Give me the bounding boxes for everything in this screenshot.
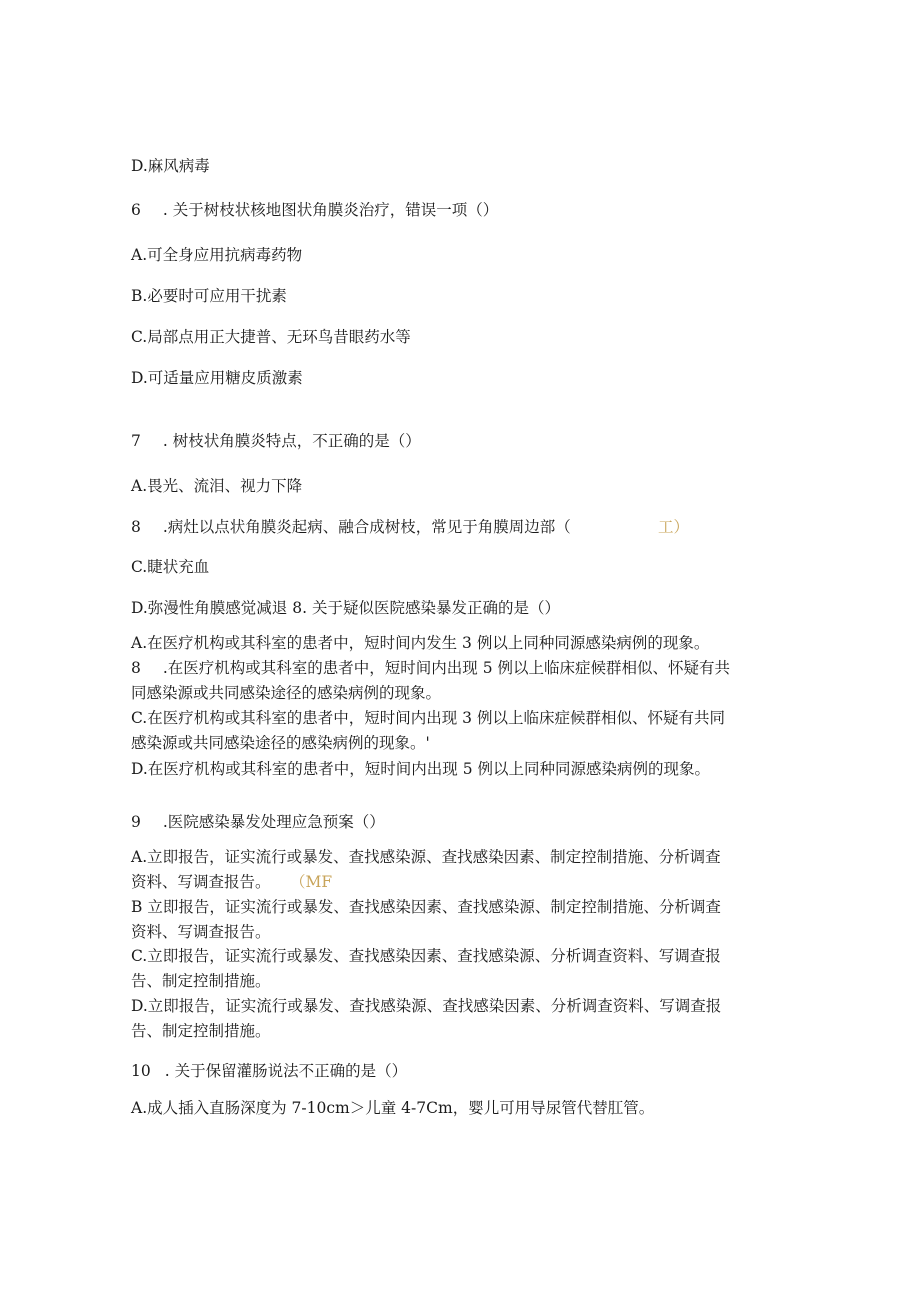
q8b-option-b-cont: 同感染源或共同感染途径的感染病例的现象。 <box>131 684 442 702</box>
q9-option-c: C.立即报告，证实流行或暴发、查找感染因素、查找感染源、分析调查资料、写调查报 <box>131 947 721 965</box>
scan-artifact-tick: ' <box>425 734 430 752</box>
question-number: 7 <box>131 432 141 450</box>
q9-option-a: A.立即报告，证实流行或暴发、查找感染源、查找感染因素、制定控制措施、分析调查 <box>131 848 721 866</box>
q8b-option-c: C.在医疗机构或其科室的患者中，短时间内出现 3 例以上临床症候群相似、怀疑有共同 <box>131 709 725 727</box>
q7-stem: 7 . 树枝状角膜炎特点，不正确的是（） <box>131 432 421 450</box>
q8b-option-b: 8 .在医疗机构或其科室的患者中，短时间内出现 5 例以上临床症候群相似、怀疑有共 <box>131 659 731 677</box>
q6-option-a: A.可全身应用抗病毒药物 <box>131 246 303 264</box>
scan-artifact-mark: 工） <box>658 518 690 536</box>
q9-option-a-cont: 资料、写调查报告。 <box>131 873 271 891</box>
q10-option-a: A.成人插入直肠深度为 7-10cm＞儿童 4-7Cm，婴儿可用导尿管代替肛管。 <box>131 1099 655 1117</box>
question-number: 10 <box>131 1062 151 1080</box>
q9-stem: 9 .医院感染暴发处理应急预案（） <box>131 813 385 831</box>
question-number: 6 <box>131 201 141 219</box>
q5-option-d: D.麻风病毒 <box>131 157 210 175</box>
q6-option-c: C.局部点用正大捷普、无环鸟昔眼药水等 <box>131 328 411 346</box>
q9-option-d-cont: 告、制定控制措施。 <box>131 1022 271 1040</box>
q8-option-c: C.睫状充血 <box>131 558 210 576</box>
q9-option-b-cont: 资料、写调查报告。 <box>131 923 271 941</box>
q10-stem: 10 . 关于保留灌肠说法不正确的是（） <box>131 1062 408 1080</box>
question-number: 9 <box>131 813 141 831</box>
question-number: 8 <box>131 518 141 536</box>
q8b-option-d: D.在医疗机构或其科室的患者中，短时间内出现 5 例以上同种同源感染病例的现象。 <box>131 760 711 778</box>
q8b-option-a: A.在医疗机构或其科室的患者中，短时间内发生 3 例以上同种同源感染病例的现象。 <box>131 634 710 652</box>
q9-option-d: D.立即报告，证实流行或暴发、查找感染源、查找感染因素、分析调查资料、写调查报 <box>131 997 722 1015</box>
q8b-option-c-cont: 感染源或共同感染途径的感染病例的现象。' <box>131 734 430 752</box>
q9-option-b: B 立即报告，证实流行或暴发、查找感染因素、查找感染源、制定控制措施、分析调查 <box>131 898 721 916</box>
q6-option-d: D.可适量应用糖皮质激素 <box>131 369 303 387</box>
q8-stem: 8 .病灶以点状角膜炎起病、融合成树枝，常见于角膜周边部（ <box>131 518 571 536</box>
q8-option-d: D.弥漫性角膜感觉减退 8. 关于疑似医院感染暴发正确的是（） <box>131 599 560 617</box>
scan-artifact-mf: （MF <box>290 873 333 891</box>
q9-option-c-cont: 告、制定控制措施。 <box>131 972 271 990</box>
q6-option-b: B.必要时可应用干扰素 <box>131 287 287 305</box>
q6-stem: 6 . 关于树枝状核地图状角膜炎治疗，错误一项（） <box>131 201 499 219</box>
q7-option-a: A.畏光、流泪、视力下降 <box>131 477 303 495</box>
